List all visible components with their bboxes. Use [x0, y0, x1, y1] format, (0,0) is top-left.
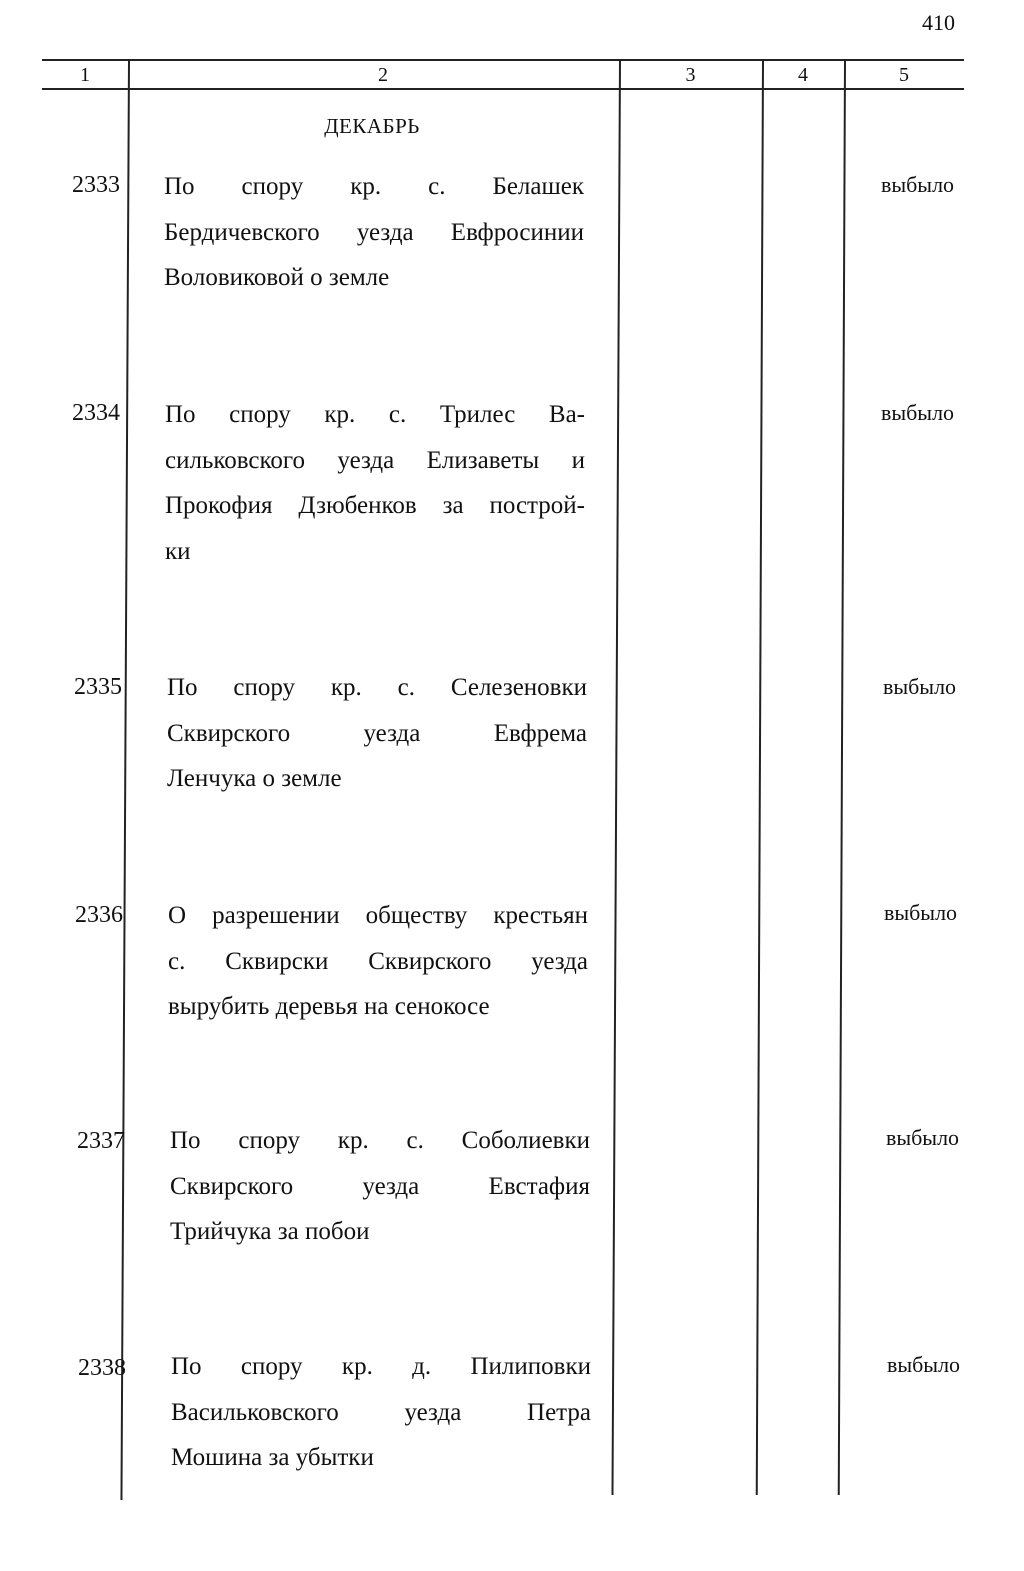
table-top-rule	[42, 59, 964, 61]
column-header-5: 5	[899, 64, 909, 86]
entry-description	[165, 392, 585, 574]
entry-number: 2337	[77, 1128, 125, 1154]
entry-line: ки	[165, 537, 191, 565]
entry-status: выбыло	[882, 674, 957, 699]
entry-number: 2336	[75, 902, 123, 928]
entry-line: с. Сквирски Сквирского уезда	[168, 947, 588, 975]
entry-line: О разрешении обществу крестьян	[168, 902, 588, 929]
entry-line: вырубить деревья на сенокосе	[168, 993, 490, 1020]
entry-description	[168, 893, 588, 1030]
column-divider-1-2	[120, 60, 129, 1500]
entry-line: Васильковского уезда Петра	[171, 1398, 591, 1426]
entry-description	[164, 164, 584, 301]
entry-line: Ленчука о земле	[167, 765, 342, 792]
entry-line: По спору кр. с. Белашек	[164, 173, 584, 200]
column-header-3: 3	[685, 64, 696, 86]
column-divider-2-3	[611, 60, 620, 1495]
header-bottom-rule	[42, 88, 964, 90]
entry-description	[170, 1118, 590, 1255]
column-header-1: 1	[80, 64, 90, 86]
entry-status: выбыло	[883, 900, 958, 925]
entry-line: По спору кр. с. Трилес Ва-	[165, 401, 585, 428]
entry-number: 2338	[78, 1355, 126, 1381]
column-divider-3-4	[756, 60, 764, 1495]
entry-line: По спору кр. с. Селезеновки	[167, 674, 587, 701]
entry-line: Сквирского уезда Евстафия	[170, 1172, 590, 1200]
entry-number: 2334	[72, 400, 120, 426]
entry-line: Бердичевского уезда Евфросинии	[164, 218, 584, 246]
page-number: 410	[922, 10, 955, 35]
entry-description	[171, 1344, 591, 1481]
entry-line: Прокофия Дзюбенков за построй-	[165, 492, 585, 519]
entry-number: 2335	[74, 674, 122, 700]
month-heading: ДЕКАБРЬ	[324, 114, 420, 138]
entry-line: Сквирского уезда Евфрема	[167, 719, 587, 747]
entry-status: выбыло	[880, 400, 955, 425]
column-divider-4-5	[838, 60, 846, 1495]
column-header-2: 2	[378, 64, 388, 86]
entry-line: Трийчука за побои	[170, 1218, 370, 1245]
column-header-4: 4	[798, 64, 808, 86]
entry-line: сильковского уезда Елизаветы и	[165, 446, 585, 474]
entry-line: Мошина за убытки	[171, 1444, 374, 1471]
entry-line: По спору кр. с. Соболиевки	[170, 1127, 590, 1154]
entry-status: выбыло	[885, 1125, 960, 1150]
entry-status: выбыло	[880, 172, 955, 197]
entry-status: выбыло	[886, 1352, 961, 1377]
entry-description	[167, 665, 587, 802]
entry-line: По спору кр. д. Пилиповки	[171, 1353, 591, 1380]
entry-number: 2333	[72, 172, 120, 198]
entry-line: Воловиковой о земле	[164, 264, 390, 291]
